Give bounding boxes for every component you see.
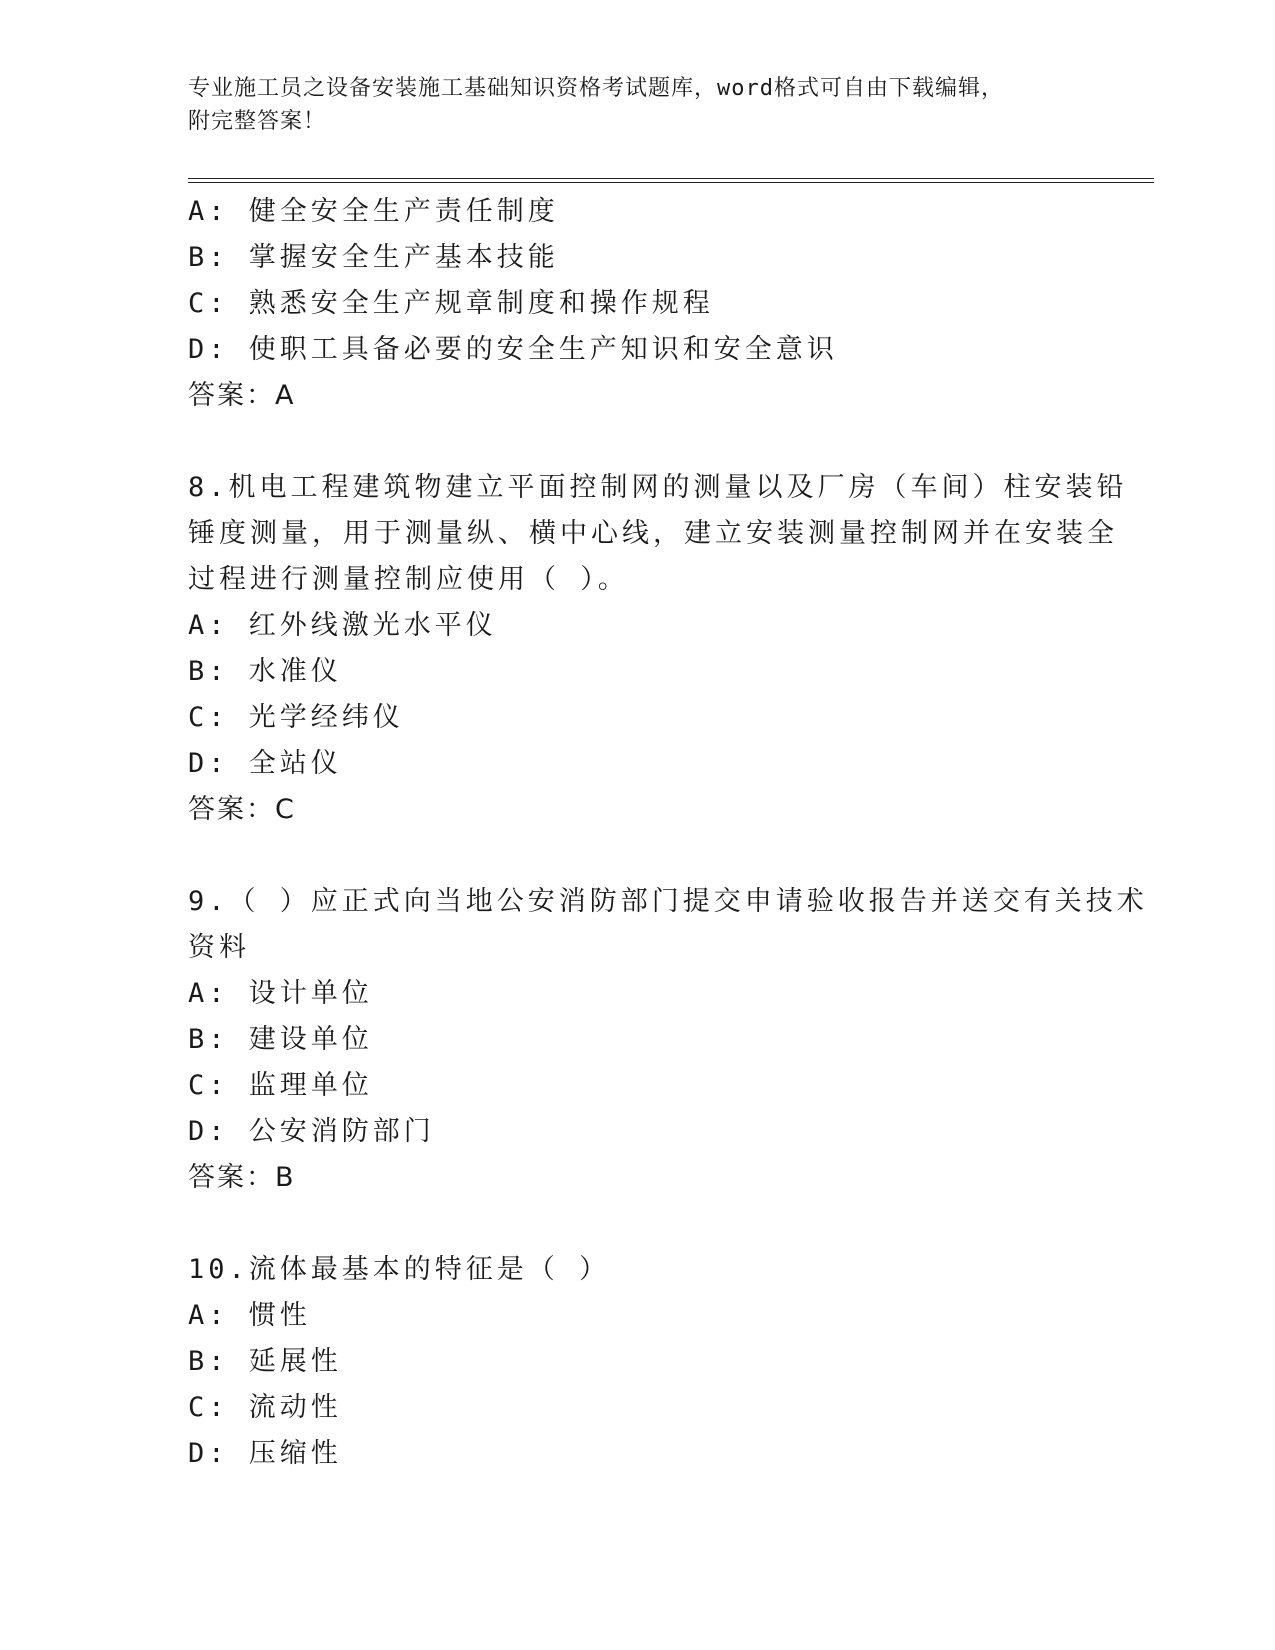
question-text-line: 锤度测量，用于测量纵、横中心线，建立安装测量控制网并在安装全	[188, 518, 1118, 549]
option-text: 设计单位	[248, 978, 373, 1009]
answer-line: 答案：A	[188, 380, 296, 411]
option-text: 熟悉安全生产规章制度和操作规程	[248, 288, 714, 319]
question-text-line: 9.（ ）应正式向当地公安消防部门提交申请验收报告并送交有关技术	[188, 886, 1148, 917]
option-label: B:	[188, 1024, 229, 1055]
option-label: C:	[188, 288, 229, 319]
option-c	[188, 1385, 1128, 1431]
option-text: 压缩性	[248, 1438, 342, 1469]
document-header	[188, 72, 1088, 138]
option-label: B:	[188, 1346, 229, 1377]
option-text: 建设单位	[248, 1024, 373, 1055]
option-label: B:	[188, 242, 229, 273]
option-text: 公安消防部门	[248, 1116, 435, 1147]
option-label: D:	[188, 748, 229, 779]
option-label: D:	[188, 1438, 229, 1469]
option-c	[188, 281, 1128, 327]
option-text: 监理单位	[248, 1070, 373, 1101]
option-label: A:	[188, 978, 229, 1009]
option-text: 延展性	[248, 1346, 342, 1377]
option-text: 全站仪	[248, 748, 342, 779]
option-a	[188, 971, 1128, 1017]
option-d	[188, 1431, 1128, 1477]
option-text: 水准仪	[248, 656, 342, 687]
option-b	[188, 1339, 1128, 1385]
question-text-line: 10.流体最基本的特征是（ ）	[188, 1254, 611, 1285]
question-list	[188, 189, 1148, 1477]
answer-line: 答案：B	[188, 1162, 296, 1193]
question-8	[188, 465, 1128, 833]
option-text: 使职工具备必要的安全生产知识和安全意识	[248, 334, 838, 365]
question-text-line: 8.机电工程建筑物建立平面控制网的测量以及厂房（车间）柱安装铅	[188, 472, 1128, 503]
question-9	[188, 879, 1148, 1201]
option-b	[188, 1017, 1128, 1063]
question-7	[188, 189, 1128, 419]
option-text: 红外线激光水平仪	[248, 610, 497, 641]
option-d	[188, 327, 1128, 373]
option-b	[188, 649, 1128, 695]
spacer	[188, 833, 1128, 879]
option-c	[188, 1063, 1128, 1109]
spacer	[188, 1201, 1128, 1247]
option-c	[188, 695, 1128, 741]
option-label: C:	[188, 1392, 229, 1423]
option-label: D:	[188, 334, 229, 365]
header-divider	[188, 178, 1154, 183]
question-text-line: 资料	[188, 932, 250, 963]
option-a	[188, 189, 1128, 235]
option-text: 健全安全生产责任制度	[248, 196, 559, 227]
option-text: 流动性	[248, 1392, 342, 1423]
option-label: D:	[188, 1116, 229, 1147]
header-line-1: 专业施工员之设备安装施工基础知识资格考试题库，word格式可自由下载编辑，	[188, 76, 1004, 101]
answer-line: 答案：C	[188, 794, 296, 825]
option-text: 掌握安全生产基本技能	[248, 242, 559, 273]
spacer	[188, 419, 1128, 465]
option-label: C:	[188, 702, 229, 733]
question-10	[188, 1247, 1128, 1477]
option-label: A:	[188, 196, 229, 227]
option-a	[188, 1293, 1128, 1339]
option-label: C:	[188, 1070, 229, 1101]
question-text-line: 过程进行测量控制应使用（ ）。	[188, 564, 629, 595]
option-d	[188, 741, 1128, 787]
option-d	[188, 1109, 1128, 1155]
option-text: 惯性	[248, 1300, 311, 1331]
option-a	[188, 603, 1128, 649]
option-label: B:	[188, 656, 229, 687]
option-b	[188, 235, 1128, 281]
header-line-2: 附完整答案！	[188, 109, 327, 134]
option-label: A:	[188, 1300, 229, 1331]
option-text: 光学经纬仪	[248, 702, 404, 733]
option-label: A:	[188, 610, 229, 641]
